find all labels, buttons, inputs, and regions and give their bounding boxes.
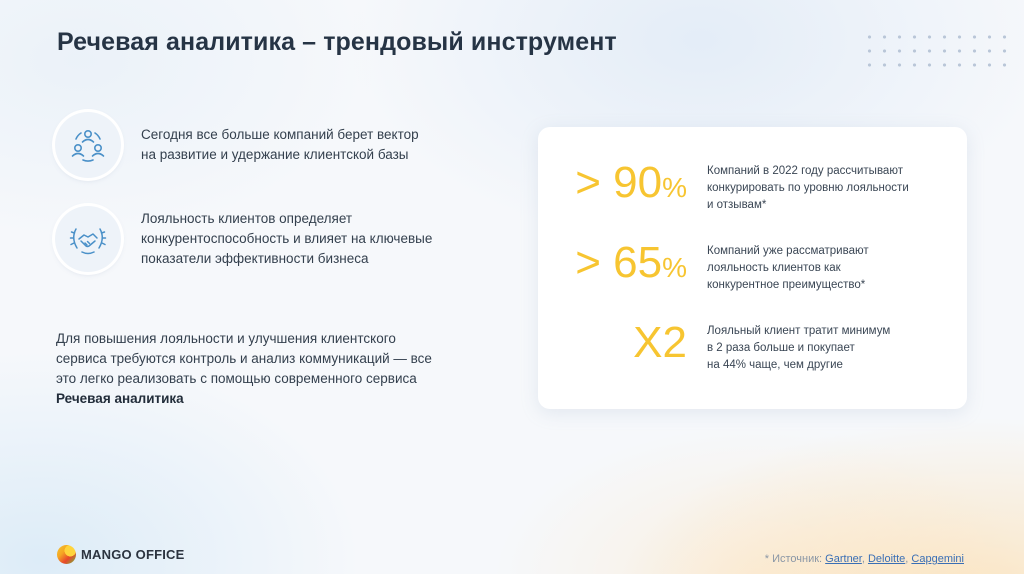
source-prefix: * Источник:: [764, 553, 826, 565]
feature-text: Сегодня все больше компаний берет вектор на развитие и удержание клиентской базы: [141, 127, 419, 162]
feature-loyalty: [55, 206, 471, 272]
stat-value: > 90%: [575, 158, 687, 207]
source-note: [765, 553, 964, 565]
brand-name: MANGO OFFICE: [81, 547, 185, 562]
stat-item: [538, 155, 967, 225]
handshake-laurel-icon: [55, 206, 121, 272]
stat-description: Компаний в 2022 году рассчитывают конкурировать по уровню лояльности и отзывам*: [707, 165, 909, 211]
stat-item: [538, 315, 967, 385]
source-separator: ,: [861, 553, 868, 565]
users-network-icon: [55, 112, 121, 178]
stats-card: [538, 127, 967, 409]
cta-body: Для повышения лояльности и улучшения клиентского сервиса требуются контроль и анализ коммуникаций — все это легко реализовать с помощью современного сервиса: [56, 331, 432, 386]
source-separator: ,: [905, 553, 912, 565]
stat-item: [538, 235, 967, 305]
cta-product-name: Речевая аналитика: [56, 391, 184, 406]
feature-client-base: [55, 112, 471, 178]
source-link-capgemini[interactable]: Capgemini: [911, 553, 964, 565]
stat-description: Лояльный клиент тратит минимум в 2 раза больше и покупает на 44% чаще, чем другие: [707, 325, 891, 371]
stat-description: Компаний уже рассматривают лояльность клиентов как конкурентное преимущество*: [707, 245, 869, 291]
feature-text: Лояльность клиентов определяет конкурентоспособность и влияет на ключевые показатели эффективности бизнеса: [141, 211, 433, 266]
source-link-deloitte[interactable]: Deloitte: [867, 553, 906, 565]
page-title: Речевая аналитика – трендовый инструмент: [57, 28, 617, 56]
source-link-gartner[interactable]: Gartner: [825, 553, 862, 565]
decorative-dot-grid: [862, 30, 1012, 68]
mango-logo-icon: [57, 545, 76, 564]
cta-paragraph: [56, 329, 456, 409]
brand-logo: [57, 545, 185, 564]
stat-value: > 65%: [575, 238, 687, 287]
stat-value: X2: [633, 318, 687, 367]
